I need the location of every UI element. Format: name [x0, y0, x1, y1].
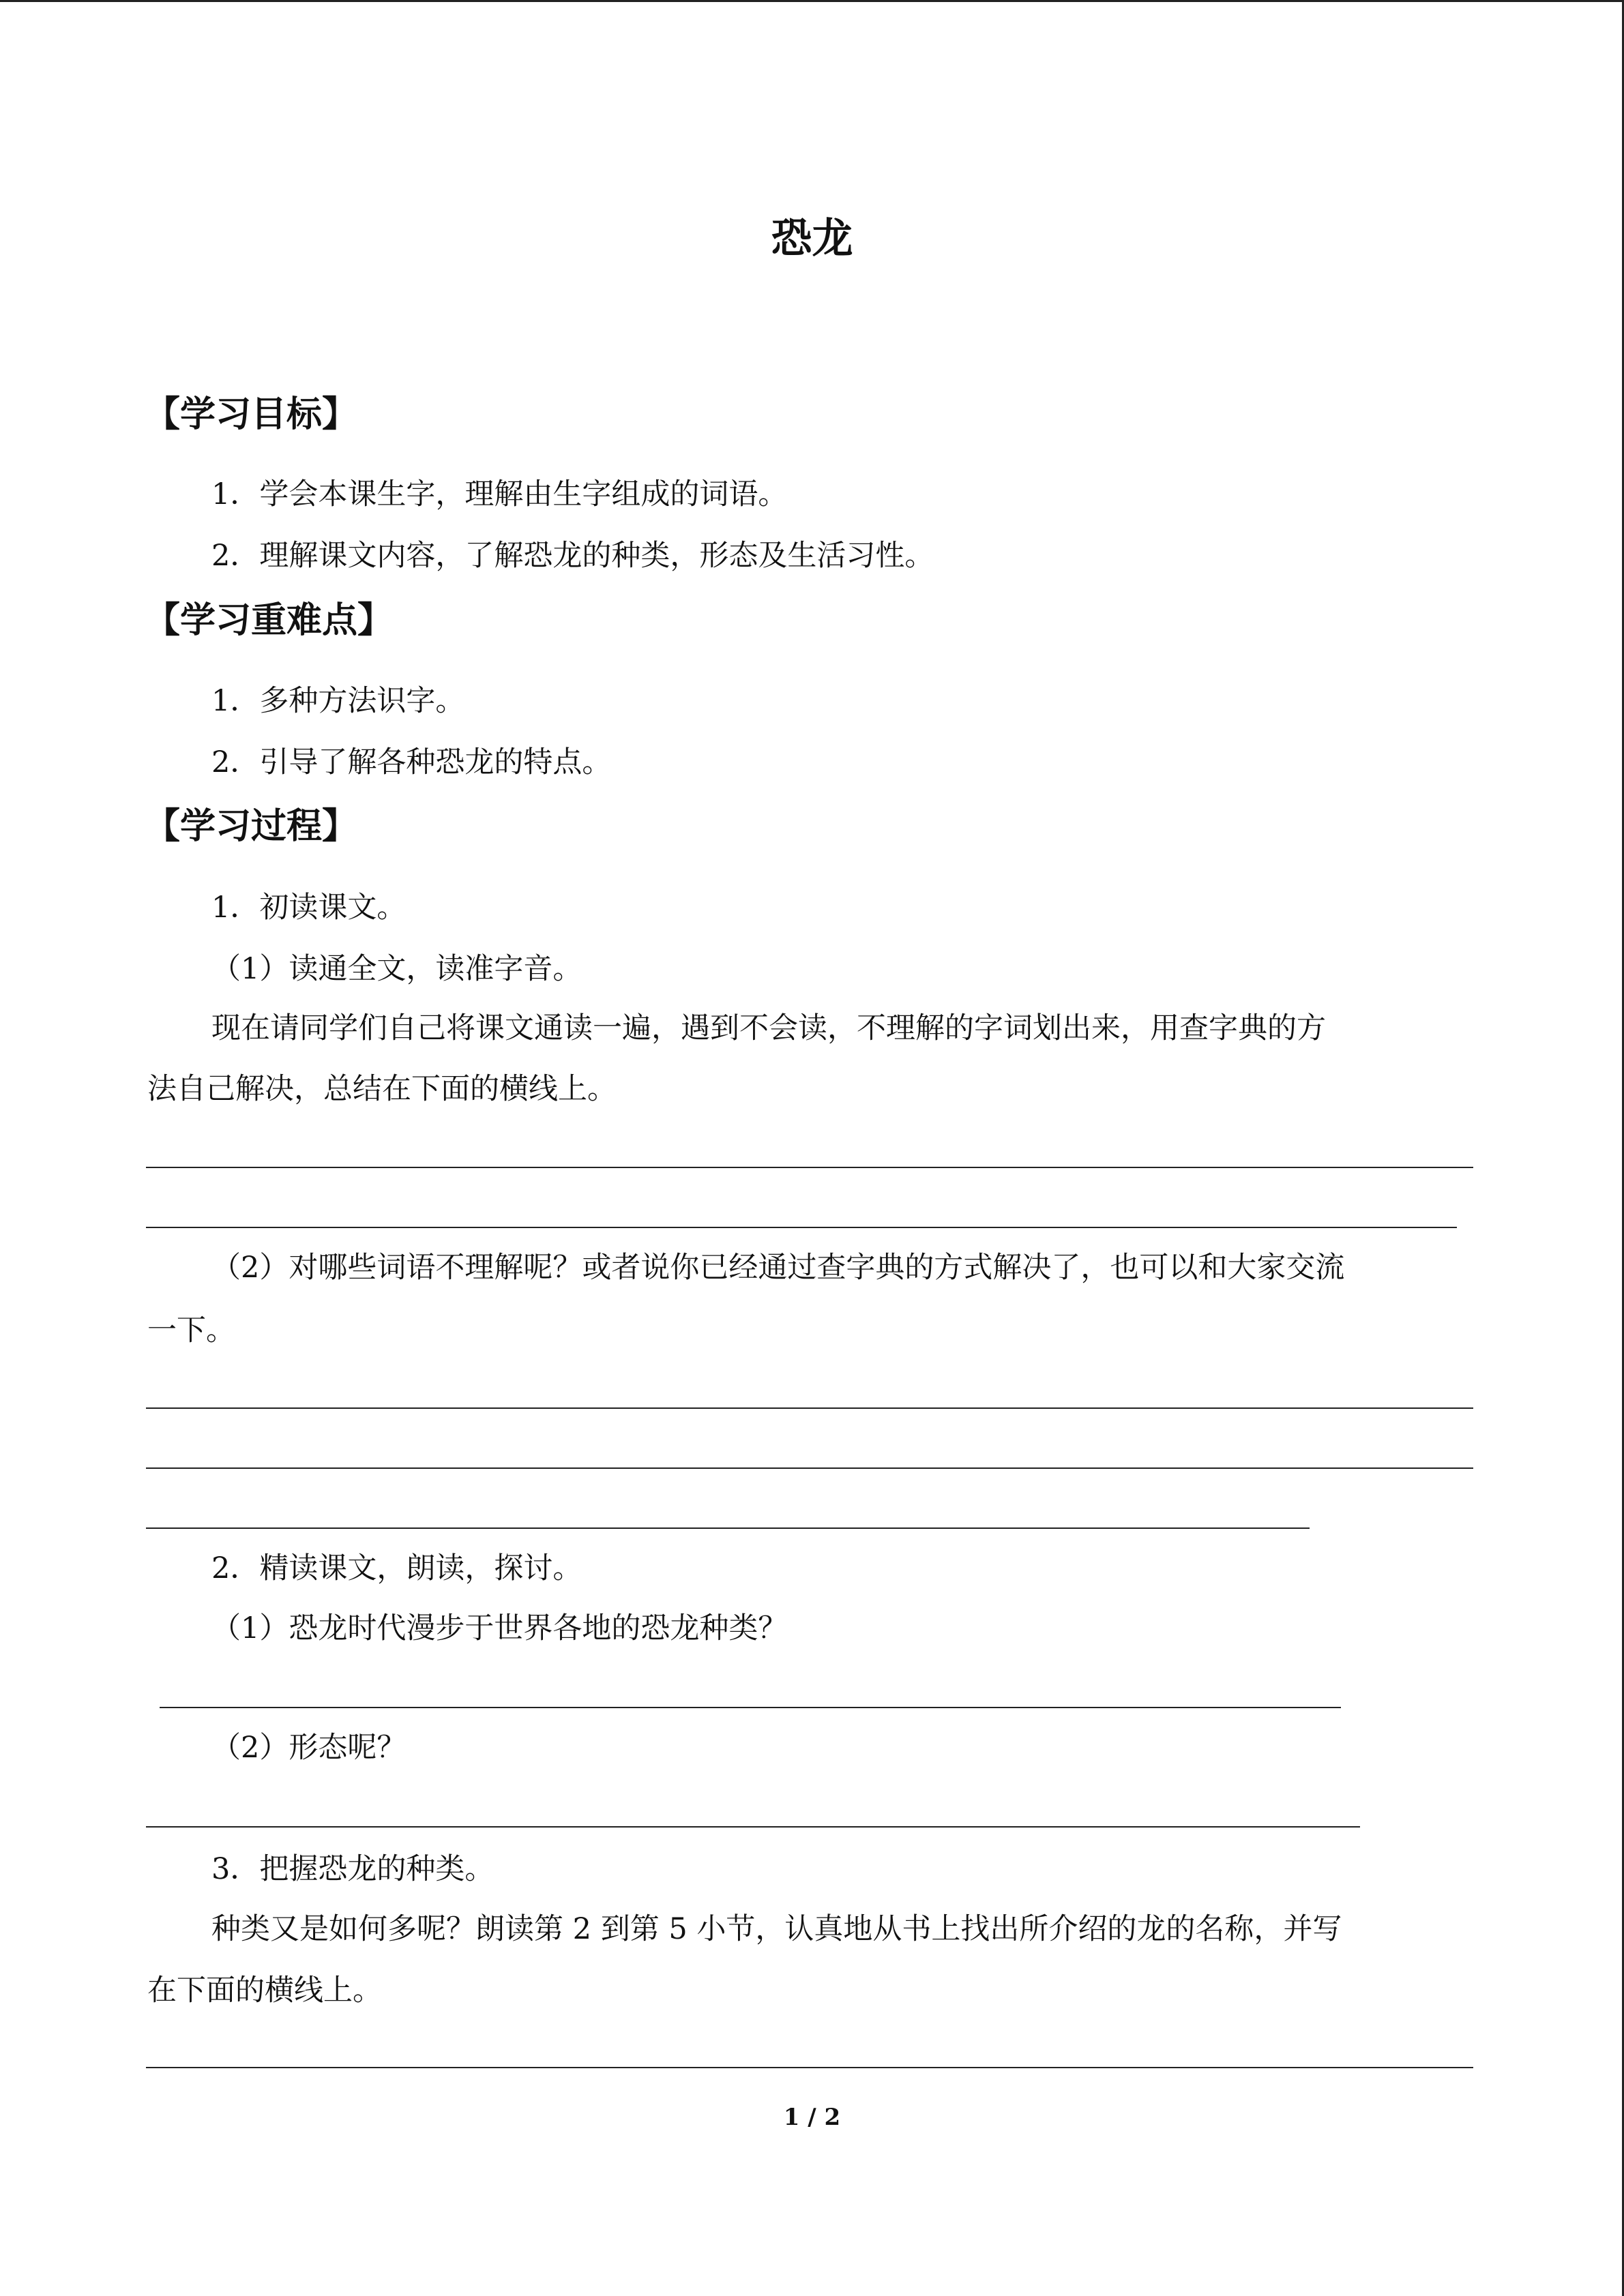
answer-line: [146, 1467, 1473, 1469]
step-1-sub-2-line-2: 一下。: [147, 1313, 235, 1347]
step-3: 3．把握恐龙的种类。: [211, 1852, 494, 1886]
heading-learning-process: 【学习过程】: [145, 805, 358, 847]
page-number: 1 / 2: [783, 2104, 841, 2131]
page-border-top: [0, 0, 1624, 2]
step-1: 1．初读课文。: [211, 891, 407, 925]
page-title: 恐龙: [771, 215, 853, 263]
goal-item-1: 1．学会本课生字，理解由生字组成的词语。: [211, 477, 788, 511]
answer-line: [146, 1407, 1473, 1409]
answer-line: [146, 1227, 1457, 1228]
heading-learning-goals: 【学习目标】: [145, 393, 358, 435]
step-1-paragraph-line-1: 现在请同学们自己将课文通读一遍，遇到不会读，不理解的字词划出来，用查字典的方: [211, 1011, 1326, 1045]
step-1-paragraph-line-2: 法自己解决，总结在下面的横线上。: [147, 1072, 617, 1106]
answer-line: [146, 1527, 1310, 1529]
step-2: 2．精读课文，朗读，探讨。: [211, 1551, 582, 1585]
step-3-paragraph-line-1: 种类又是如何多呢？朗读第 2 到第 5 小节，认真地从书上找出所介绍的龙的名称，并写: [211, 1912, 1342, 1946]
key-point-item-1: 1．多种方法识字。: [211, 684, 465, 718]
goal-item-2: 2．理解课文内容，了解恐龙的种类，形态及生活习性。: [211, 539, 934, 573]
answer-line: [146, 1167, 1473, 1168]
step-3-paragraph-line-2: 在下面的横线上。: [147, 1973, 382, 2008]
heading-key-points: 【学习重难点】: [145, 599, 394, 641]
answer-line: [146, 2067, 1473, 2068]
step-2-sub-2: （2）形态呢？: [211, 1731, 407, 1765]
step-2-sub-1: （1）恐龙时代漫步于世界各地的恐龙种类？: [211, 1611, 788, 1645]
step-1-sub-2-line-1: （2）对哪些词语不理解呢？或者说你已经通过查字典的方式解决了，也可以和大家交流: [211, 1251, 1345, 1285]
step-1-sub-1: （1）读通全文，读准字音。: [211, 952, 582, 986]
answer-line: [146, 1826, 1360, 1828]
answer-line: [160, 1707, 1341, 1708]
key-point-item-2: 2．引导了解各种恐龙的特点。: [211, 745, 612, 779]
